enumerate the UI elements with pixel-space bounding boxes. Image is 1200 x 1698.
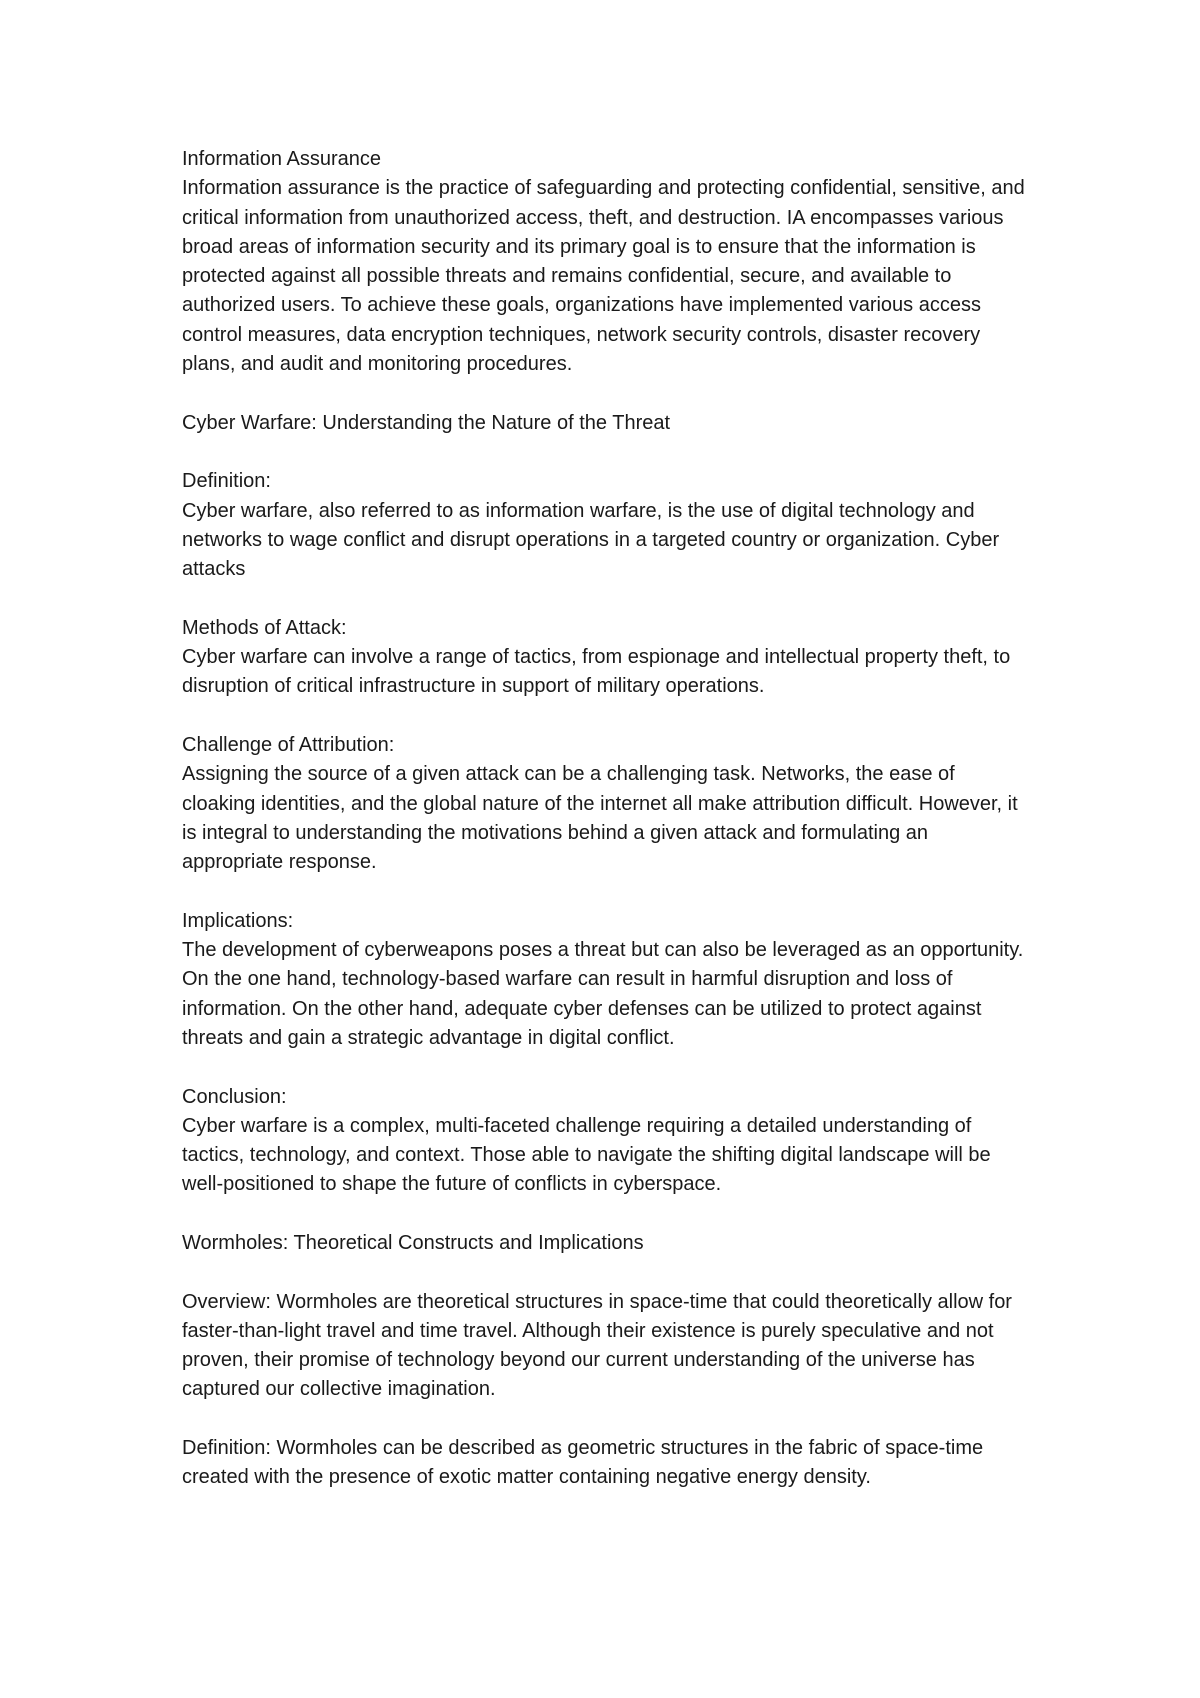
paragraph-gap bbox=[182, 877, 1032, 906]
paragraph-gap bbox=[182, 379, 1032, 408]
paragraph-methods-of-attack: Cyber warfare can involve a range of tactics, from espionage and intellectual property theft, to disruption of critical infrastructure in support of military operations. bbox=[182, 646, 1011, 698]
paragraph-information-assurance: Information assurance is the practice of safeguarding and protecting confidential, sensitive, and critical information from unauthorized access, theft, and destruction. IA encompasses various broad areas of information security and its primary goal is to ensure that the information is protected against all possible threats and remains confidential, secure, and available to authorized users. To achieve these goals, organizations have implemented various access control measures, data encryption techniques, network security controls, disaster recovery plans, and audit and monitoring procedures. bbox=[182, 177, 1025, 376]
subheading-definition: Definition: bbox=[182, 470, 271, 493]
subheading-implications: Implications: bbox=[182, 909, 294, 932]
paragraph-wormholes-definition: Definition: Wormholes can be described as geometric structures in the fabric of space-time created with the presence of exotic matter containing negative energy density. bbox=[182, 1437, 984, 1489]
paragraph-gap bbox=[182, 1258, 1032, 1287]
paragraph-gap bbox=[182, 438, 1032, 467]
section-heading-cyber-warfare: Cyber Warfare: Understanding the Nature of the Threat bbox=[182, 411, 671, 434]
paragraph-gap bbox=[182, 1405, 1032, 1434]
section-heading-information-assurance: Information Assurance bbox=[182, 148, 381, 170]
subheading-conclusion: Conclusion: bbox=[182, 1085, 287, 1108]
section-heading-wormholes: Wormholes: Theoretical Constructs and Implications bbox=[182, 1231, 644, 1254]
paragraph-gap bbox=[182, 1200, 1032, 1229]
paragraph-challenge-of-attribution: Assigning the source of a given attack can be a challenging task. Networks, the ease of cloaking identities, and the global nature of the internet all make attribution difficult. However, it is integral to understanding the motivations behind a given attack and formulating an appropriate response. bbox=[182, 763, 1018, 874]
subheading-methods-of-attack: Methods of Attack: bbox=[182, 616, 347, 639]
paragraph-gap bbox=[182, 584, 1032, 613]
paragraph-conclusion: Cyber warfare is a complex, multi-faceted challenge requiring a detailed understanding of tactics, technology, and context. Those able to navigate the shifting digital landscape will be well-positioned to shape the future of conflicts in cyberspace. bbox=[182, 1114, 991, 1196]
paragraph-definition: Cyber warfare, also referred to as information warfare, is the use of digital technology and networks to wage conflict and disrupt operations in a targeted country or organization. Cyber attacks bbox=[182, 499, 1000, 581]
paragraph-implications: The development of cyberweapons poses a threat but can also be leveraged as an opportunity. On the one hand, technology-based warfare can result in harmful disruption and loss of information. On the other hand, adequate cyber defenses can be utilized to protect against threats and gain a strategic advantage in digital conflict. bbox=[182, 939, 1024, 1049]
paragraph-gap bbox=[182, 1053, 1032, 1082]
paragraph-wormholes-overview: Overview: Wormholes are theoretical structures in space-time that could theoretically allow for faster-than-light travel and time travel. Although their existence is purely speculative and not proven, their promise of technology beyond our current understanding of the universe has captured our collective imagination. bbox=[182, 1290, 1012, 1401]
document-body bbox=[182, 145, 1032, 1493]
subheading-challenge-of-attribution: Challenge of Attribution: bbox=[182, 733, 395, 756]
paragraph-gap bbox=[182, 702, 1032, 731]
